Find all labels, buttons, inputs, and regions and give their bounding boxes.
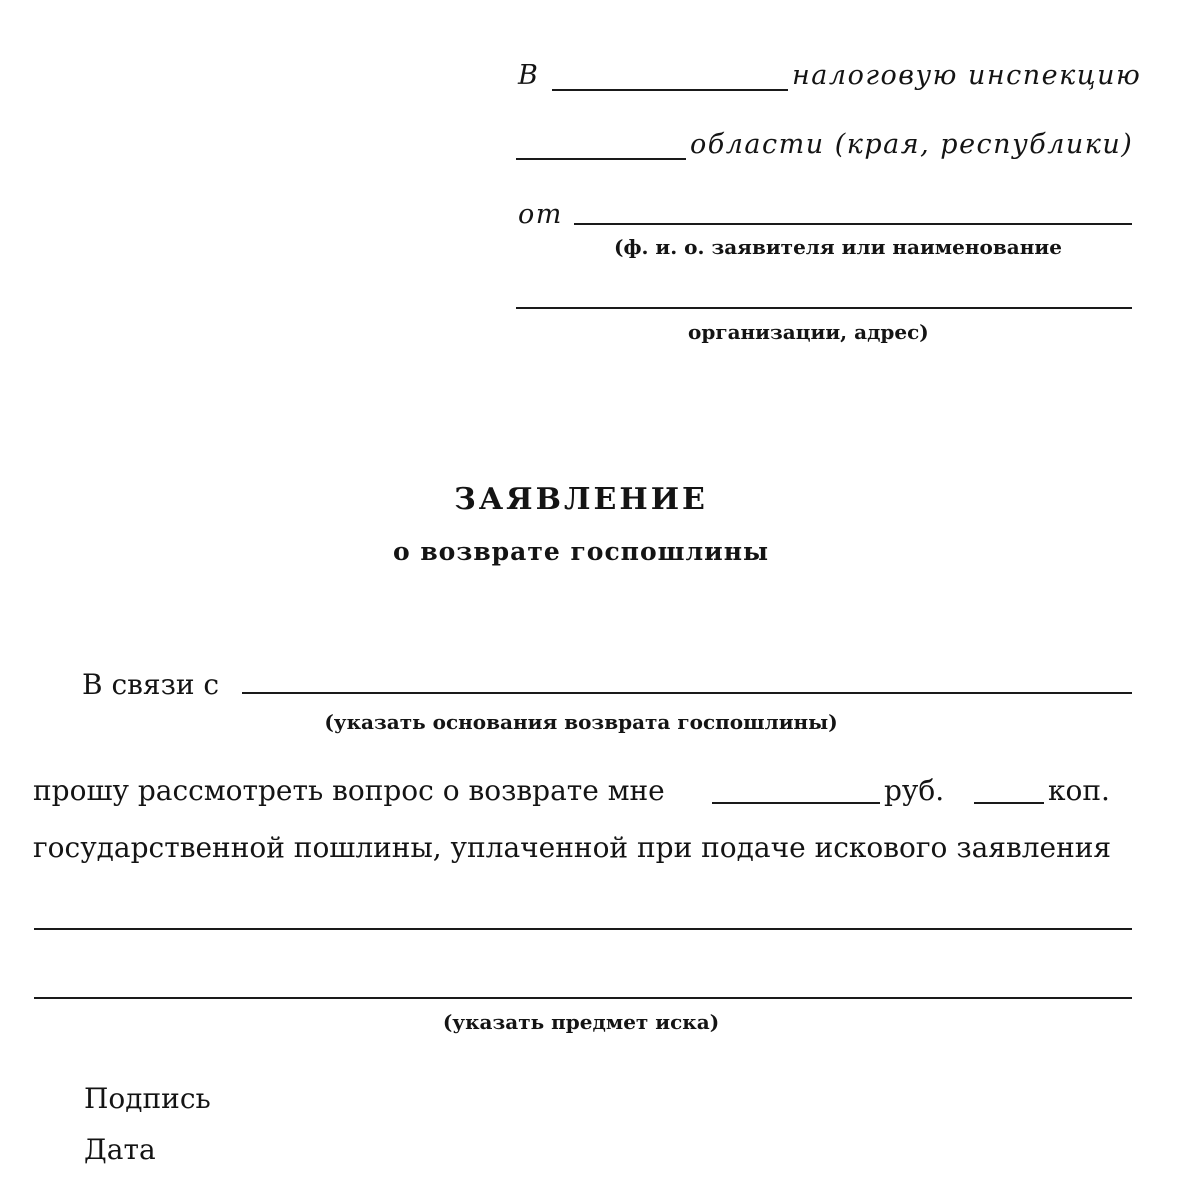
applicant-address-field[interactable] bbox=[516, 307, 1132, 309]
document-title: ЗАЯВЛЕНИЕ bbox=[454, 482, 708, 517]
address-hint: организации, адрес) bbox=[688, 320, 929, 344]
signature-label: Подпись bbox=[84, 1082, 211, 1115]
region-field[interactable] bbox=[516, 158, 686, 160]
kopecks-label: коп. bbox=[1048, 774, 1110, 807]
reason-hint: (указать основания возврата госпошлины) bbox=[324, 710, 838, 734]
rubles-field[interactable] bbox=[712, 802, 880, 804]
inspection-number-field[interactable] bbox=[552, 89, 788, 91]
reason-field[interactable] bbox=[242, 692, 1132, 694]
kopecks-field[interactable] bbox=[974, 802, 1044, 804]
duty-text: государственной пошлины, уплаченной при подаче искового заявления bbox=[33, 831, 1112, 864]
from-prefix: от bbox=[518, 199, 563, 230]
rubles-label: руб. bbox=[884, 774, 945, 807]
applicant-hint: (ф. и. о. заявителя или наименование bbox=[614, 235, 1062, 259]
document-subtitle: о возврате госпошлины bbox=[392, 537, 770, 566]
to-prefix: В bbox=[518, 60, 540, 91]
region-label: области (края, республики) bbox=[690, 129, 1134, 160]
tax-inspection-label: налоговую инспекцию bbox=[792, 60, 1142, 91]
request-text: прошу рассмотреть вопрос о возврате мне bbox=[33, 774, 665, 807]
date-label: Дата bbox=[84, 1133, 156, 1166]
claim-hint: (указать предмет иска) bbox=[442, 1010, 720, 1034]
claim-subject-field-1[interactable] bbox=[34, 928, 1132, 930]
reason-prefix: В связи с bbox=[82, 668, 220, 701]
claim-subject-field-2[interactable] bbox=[34, 997, 1132, 999]
applicant-name-field[interactable] bbox=[574, 223, 1132, 225]
